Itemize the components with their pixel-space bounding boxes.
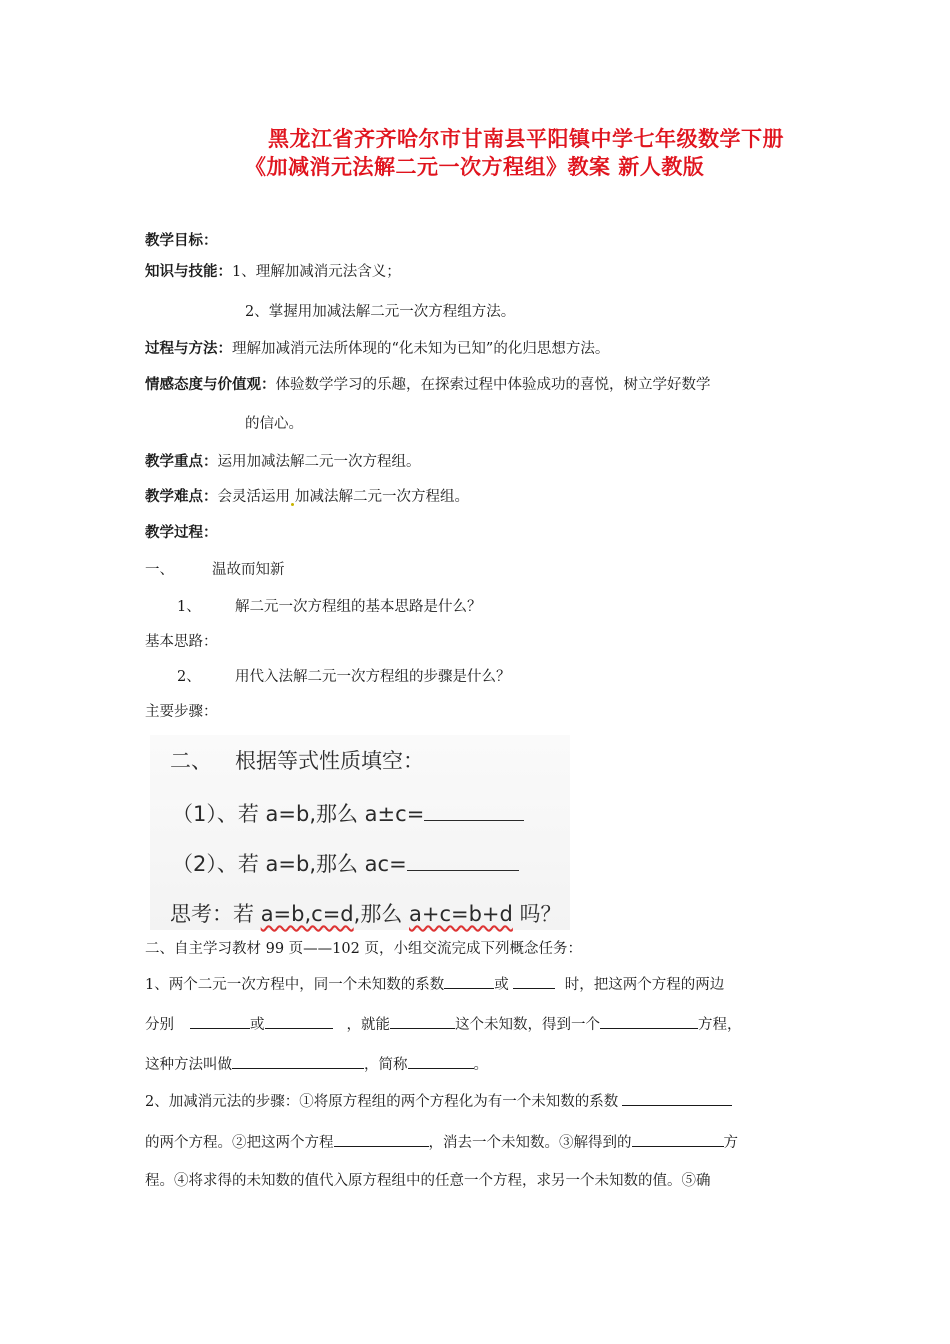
knowledge-item-1: 1、理解加减消元法含义； xyxy=(232,264,401,280)
blank xyxy=(444,974,494,989)
objectives-heading: 教学目标： xyxy=(145,232,218,249)
page-title-line-2: 《加减消元法解二元一次方程组》教案 新人教版 xyxy=(245,154,705,179)
p1-l3-c: 。 xyxy=(473,1057,488,1073)
q2-num: 2、 xyxy=(177,669,201,685)
p1-l3-a: 这种方法叫做 xyxy=(145,1057,232,1073)
p1-l2-d: 这个未知数，得到一个 xyxy=(455,1017,600,1033)
difficulty-text-b: 加减法解二元一次方程组。 xyxy=(295,489,469,505)
section2-intro: 二、自主学习教材 99 页——102 页，小组交流完成下列概念任务： xyxy=(145,941,582,957)
blank xyxy=(190,1014,250,1029)
emotion-text-2: 的信心。 xyxy=(245,416,303,432)
emotion-row xyxy=(145,373,711,394)
p1-line-2 xyxy=(145,1013,742,1034)
p2-l2-a: 的两个方程。②把这两个方程 xyxy=(145,1135,334,1151)
p1-l2-c: ，就能 xyxy=(346,1017,390,1033)
p2-line-3: 程。④将求得的未知数的值代入原方程组中的任意一个方程，求另一个未知数的值。⑤确 xyxy=(145,1173,711,1189)
key-point-text: 运用加减法解二元一次方程组。 xyxy=(217,454,421,470)
image-item-2-text: （2）、若 a=b,那么 ac= xyxy=(172,852,407,876)
image-item-1 xyxy=(172,798,524,828)
knowledge-item-2: 2、掌握用加减法解二元一次方程组方法。 xyxy=(245,304,516,320)
emotion-text-1: 体验数学学习的乐趣，在探索过程中体验成功的喜悦，树立学好数学 xyxy=(275,377,711,393)
blank xyxy=(513,974,555,989)
blank xyxy=(390,1014,455,1029)
image-item-1-blank xyxy=(424,802,524,821)
p2-l2-b: ，消去一个未知数。③解得到的 xyxy=(428,1135,632,1151)
blank xyxy=(334,1132,429,1147)
yellow-mark xyxy=(291,503,294,506)
sec1-title: 温故而知新 xyxy=(212,562,285,578)
a2-label: 主要步骤： xyxy=(145,704,218,720)
think-part-c: ,那么 xyxy=(353,902,409,926)
image-heading-text: 根据等式性质填空： xyxy=(235,749,424,773)
think-part-b: a=b,c=d xyxy=(260,902,354,926)
a1-label: 基本思路： xyxy=(145,634,218,650)
image-item-1-text: （1）、若 a=b,那么 a±c= xyxy=(172,802,425,826)
q1-text: 解二元一次方程组的基本思路是什么？ xyxy=(235,599,482,615)
image-heading-num: 二、 xyxy=(170,749,212,773)
process-text: 理解加减消元法所体现的“化未知为已知”的化归思想方法。 xyxy=(232,341,610,357)
p2-line-2 xyxy=(145,1131,738,1152)
blank xyxy=(600,1014,698,1029)
p2-l1-a: 2、加减消元法的步骤：①将原方程组的两个方程化为有一个未知数的系数 xyxy=(145,1094,619,1110)
key-point-label: 教学重点： xyxy=(145,453,218,470)
knowledge-label: 知识与技能： xyxy=(145,263,232,280)
p1-l1-b: 或 xyxy=(494,977,509,993)
key-point-row xyxy=(145,450,421,471)
p2-l2-c: 方 xyxy=(723,1135,738,1151)
p1-l1-a: 1、两个二元一次方程中，同一个未知数的系数 xyxy=(145,977,445,993)
blank xyxy=(622,1091,732,1106)
p1-l2-a: 分别 xyxy=(145,1017,174,1033)
think-part-e: 吗？ xyxy=(512,902,562,926)
page-title-line-1: 黑龙江省齐齐哈尔市甘南县平阳镇中学七年级数学下册 xyxy=(268,126,784,151)
p1-line-1 xyxy=(145,973,724,994)
p1-l1-c: 时，把这两个方程的两边 xyxy=(564,977,725,993)
q1-num: 1、 xyxy=(177,599,201,615)
sec1-num: 一、 xyxy=(145,562,174,578)
p1-line-3 xyxy=(145,1053,488,1074)
blank xyxy=(408,1054,474,1069)
emotion-label: 情感态度与价值观： xyxy=(145,376,276,393)
think-part-d: a+c=b+d xyxy=(409,902,513,926)
knowledge-row xyxy=(145,260,401,281)
p1-l2-b: 或 xyxy=(250,1017,265,1033)
difficulty-row xyxy=(145,485,469,506)
process-heading: 教学过程： xyxy=(145,524,218,541)
blank xyxy=(232,1054,364,1069)
difficulty-label: 教学难点： xyxy=(145,488,218,505)
p1-l3-b: ，简称 xyxy=(364,1057,408,1073)
blank xyxy=(632,1132,724,1147)
think-part-a: 思考：若 xyxy=(170,902,261,926)
difficulty-text-a: 会灵活运用 xyxy=(217,489,290,505)
blank xyxy=(265,1014,333,1029)
process-label: 过程与方法： xyxy=(145,340,232,357)
image-item-2-blank xyxy=(407,852,519,871)
process-row xyxy=(145,337,609,358)
image-item-2 xyxy=(172,848,519,878)
image-think xyxy=(170,898,562,928)
p1-l2-e: 方程， xyxy=(698,1017,742,1033)
q2-text: 用代入法解二元一次方程组的步骤是什么？ xyxy=(235,669,511,685)
p2-line-1 xyxy=(145,1090,732,1111)
